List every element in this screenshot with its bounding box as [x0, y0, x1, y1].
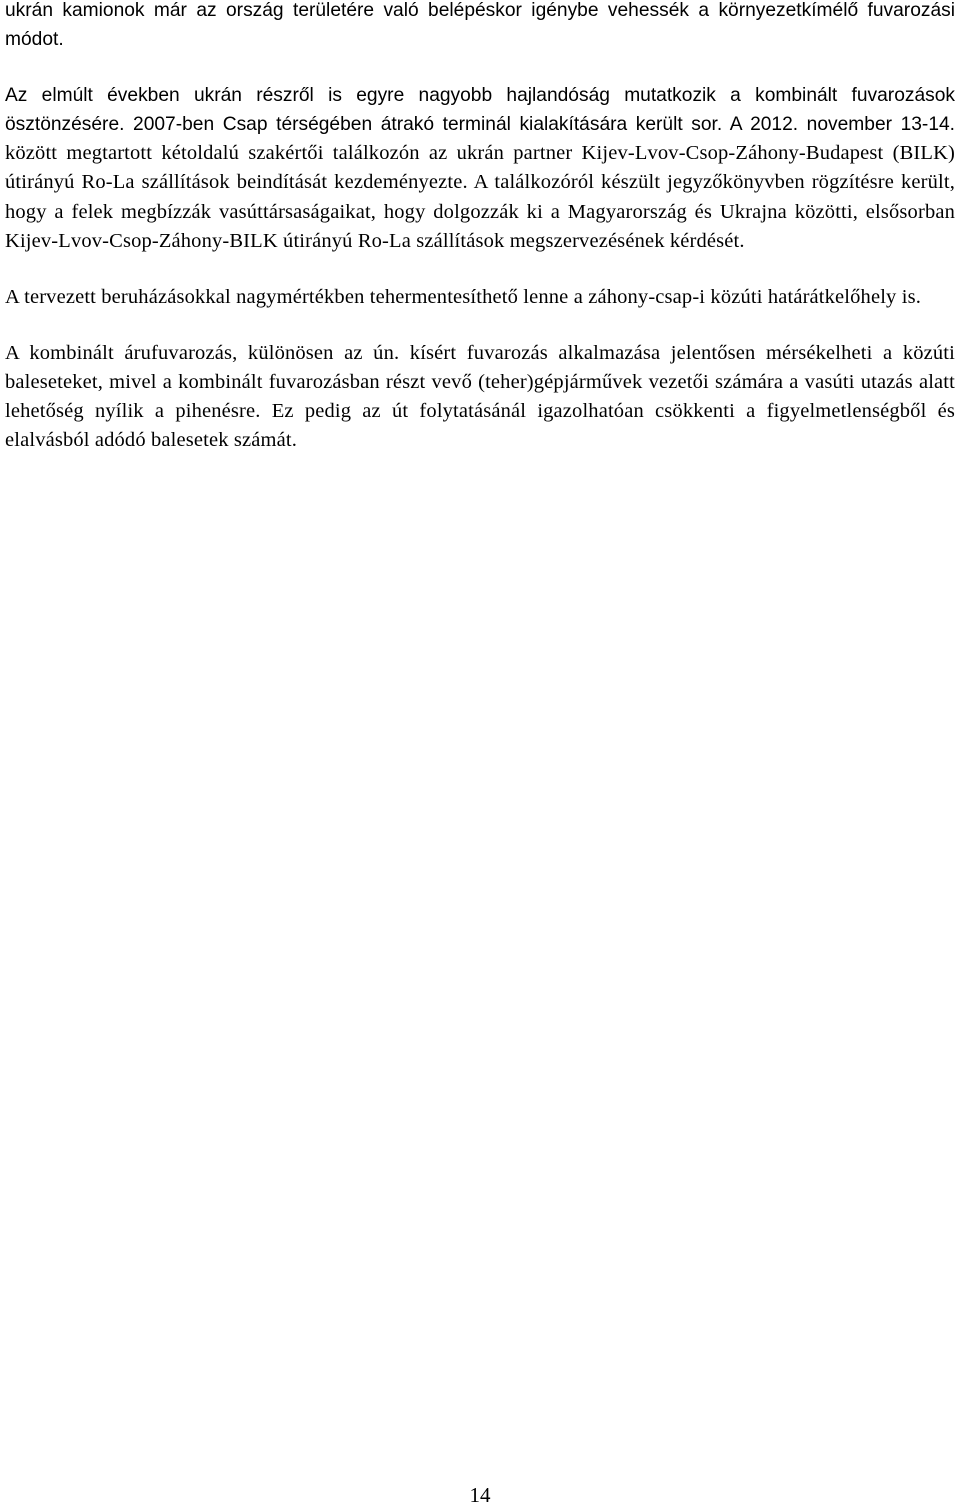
paragraph-4-text: A kombinált árufuvarozás, különösen az ún. kísért fuvarozás alkalmazása jelentősen mérsékelheti a közúti baleseteket, mivel a kombinált fuvarozásban részt vevő (teher)gépjárművek vezetői számára a vasúti utazás alatt lehetőség nyílik a pihenésre. Ez pedig az út folytatásánál igazolhatóan csökkenti a figyelmetlenségből és elalvásból adódó balesetek számát. [5, 341, 955, 452]
paragraph-2-text-part-2: között megtartott kétoldalú szakértői találkozón az ukrán partner Kijev-Lvov-Csop-Záhony-Budapest (BILK) útirányú Ro-La szállítások beindítását kezdeményezte. A találkozóról készült jegyzőkönyvben rögzítésre került, hogy a felek megbízzák vasúttársaságaikat, hogy dolgozzák ki a Magyarország és Ukrajna közötti, elsősorban Kijev-Lvov-Csop-Záhony-BILK útirányú Ro-La szállítások megszervezésének kérdését. [5, 142, 955, 252]
paragraph-2-text-part-1: Az elmúlt években ukrán részről is egyre nagyobb hajlandóság mutatkozik a kombinált fuvarozások ösztönzésére. 2007-ben Csap térségében átrakó terminál kialakítására került sor. A 2012. november 13-14. [5, 85, 955, 136]
paragraph-3 [5, 283, 955, 312]
paragraph-gap [5, 312, 955, 339]
paragraph-gap [5, 54, 955, 81]
paragraph-1-text: ukrán kamionok már az ország területére való belépéskor igénybe vehessék a környezetkímélő fuvarozási módot. [5, 0, 955, 51]
paragraph-3-text: A tervezett beruházásokkal nagymértékben tehermentesíthető lenne a záhony-csap-i közúti határátkelőhely is. [5, 285, 921, 308]
page-number: 14 [469, 1483, 491, 1507]
paragraph-gap [5, 256, 955, 283]
paragraph-1 [5, 0, 955, 54]
document-page [5, 0, 955, 455]
paragraph-4 [5, 339, 955, 455]
paragraph-2 [5, 81, 955, 256]
